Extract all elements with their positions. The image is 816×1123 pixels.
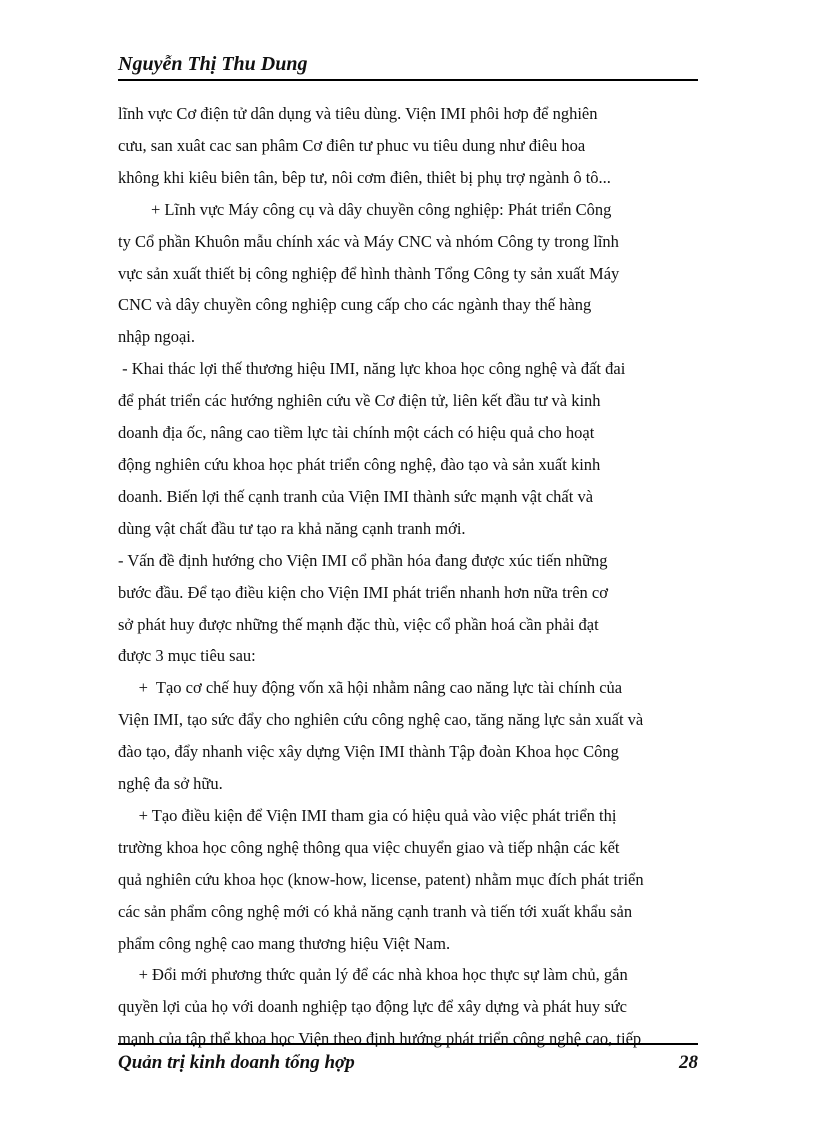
text-line: + Tạo điều kiện để Viện IMI tham gia có hiệu quả vào việc phát triển thị (118, 805, 617, 825)
text-line: doanh. Biến lợi thế cạnh tranh của Viện IMI thành sức mạnh vật chất và (118, 486, 594, 506)
text-line: nghệ đa sở hữu. (118, 774, 223, 794)
text-line: lĩnh vực Cơ điện tử dân dụng và tiêu dùng. Viện IMI phôi hơp để nghiên (118, 104, 598, 123)
text-line: Viện IMI, tạo sức đẩy cho nghiên cứu công nghệ cao, tăng năng lực sản xuất và (118, 710, 644, 730)
text-line: không khi kiêu biên tân, bêp tư, nôi cơm điên, thiêt bị phụ trợ ngành ô tô... (118, 167, 611, 187)
text-line: các sản phẩm công nghệ mới có khả năng cạnh tranh và tiến tới xuất khẩu sản (118, 901, 633, 921)
author-name: Nguyễn Thị Thu Dung (118, 53, 308, 75)
text-line: doanh địa ốc, nâng cao tiềm lực tài chính một cách có hiệu quả cho hoạt (118, 423, 595, 443)
text-line: bước đầu. Để tạo điều kiện cho Viện IMI phát triển nhanh hơn nữa trên cơ (118, 582, 608, 602)
text-line: dùng vật chất đầu tư tạo ra khả năng cạnh tranh mới. (118, 518, 466, 538)
text-line: quyền lợi của họ với doanh nghiệp tạo động lực để xây dựng và phát huy sức (118, 997, 627, 1017)
text-line: - Khai thác lợi thế thương hiệu IMI, năng lực khoa học công nghệ và đất đai (118, 359, 626, 379)
text-line: sở phát huy được những thế mạnh đặc thù, việc cổ phần hoá cần phải đạt (118, 614, 599, 634)
text-line: được 3 mục tiêu sau: (118, 646, 256, 666)
text-line: + Lĩnh vực Máy công cụ và dây chuyền công nghiệp: Phát triển Công (118, 199, 612, 219)
text-line: + Đổi mới phương thức quản lý để các nhà khoa học thực sự làm chủ, gắn (118, 965, 628, 985)
text-line: cưu, san xuât cac san phâm Cơ điên tư phuc vu tiêu dung như điêu hoa (118, 135, 586, 155)
body-text (118, 98, 698, 1055)
text-line: phẩm công nghệ cao mang thương hiệu Việt Nam. (118, 933, 451, 953)
header-rule (118, 79, 698, 81)
text-line: CNC và dây chuyền công nghiệp cung cấp cho các ngành thay thế hàng (118, 295, 592, 315)
text-line: động nghiên cứu khoa học phát triển công nghệ, đào tạo và sản xuất kinh (118, 454, 601, 474)
text-line: nhập ngoại. (118, 327, 195, 347)
text-line: + Tạo cơ chế huy động vốn xã hội nhằm nâng cao năng lực tài chính của (118, 678, 623, 698)
text-line: để phát triển các hướng nghiên cứu về Cơ điện tử, liên kết đầu tư và kinh (118, 391, 601, 411)
text-line: ty Cổ phần Khuôn mẫu chính xác và Máy CNC và nhóm Công ty trong lĩnh (118, 231, 619, 251)
text-line: đào tạo, đẩy nhanh việc xây dựng Viện IMI thành Tập đoàn Khoa học Công (118, 742, 619, 762)
text-line: vực sản xuất thiết bị công nghiệp để hình thành Tổng Công ty sản xuất Máy (118, 263, 620, 283)
text-line: quả nghiên cứu khoa học (know-how, license, patent) nhằm mục đích phát triển (118, 869, 644, 889)
page-header (118, 52, 698, 81)
course-title: Quản trị kinh doanh tổng hợp (118, 1052, 355, 1073)
page-number: 28 (679, 1052, 698, 1073)
page-footer (118, 1043, 698, 1075)
text-line: mạnh của tập thể khoa học Viện theo định hướng phát triển công nghệ cao, tiếp (118, 1029, 642, 1049)
text-line: - Vấn đề định hướng cho Viện IMI cổ phần hóa đang được xúc tiến những (118, 550, 608, 570)
text-line: trường khoa học công nghệ thông qua việc chuyển giao và tiếp nhận các kết (118, 837, 620, 857)
footer-rule (118, 1043, 698, 1045)
